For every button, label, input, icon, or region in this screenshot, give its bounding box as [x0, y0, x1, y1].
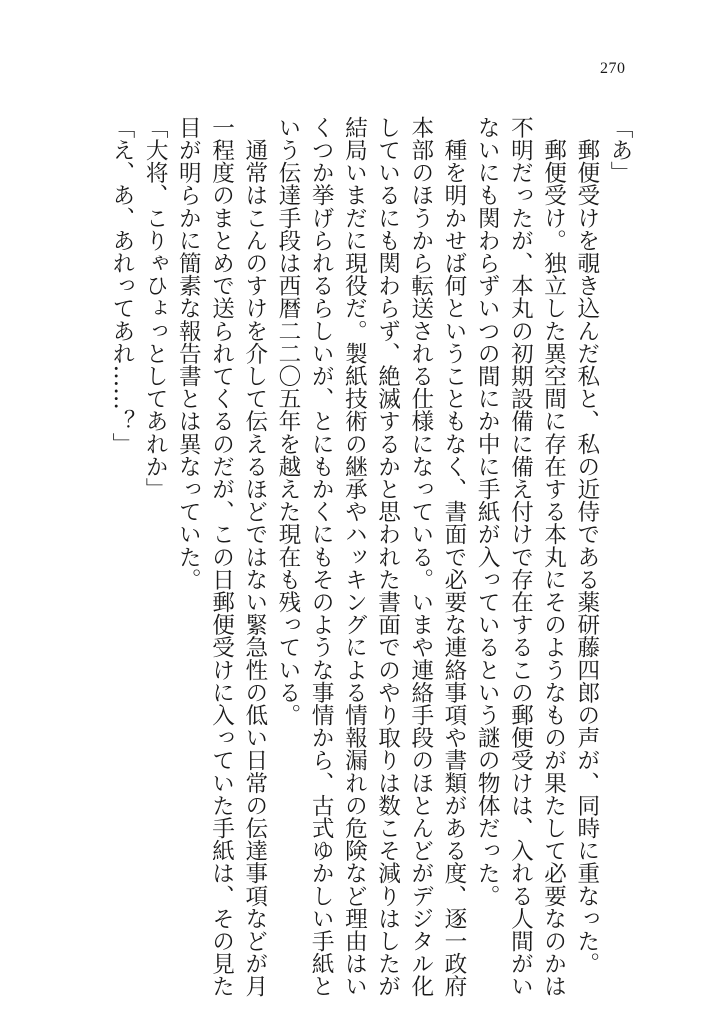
text-line: くつか挙げられるらしいが、とにもかくにもそのような事情から、古式ゆかしい手紙と — [308, 116, 335, 998]
text-line: 郵便受けを覗き込んだ私と、私の近侍である薬研藤四郎の声が、同時に重なった。 — [573, 116, 600, 975]
text-line: 郵便受け。独立した異空間に存在する本丸にそのようなものが果たして必要なのかは — [540, 116, 567, 998]
text-line: 目が明らかに簡素な報告書とは異なっていた。 — [175, 116, 202, 591]
text-line: 「大将、こりゃひょっとしてあれか」 — [142, 116, 169, 501]
text-line: 種を明かせば何ということもなく、書面で必要な連絡事項や書類がある度、逐一政府 — [440, 116, 467, 998]
text-line: 不明だったが、本丸の初期設備に備え付けで存在するこの郵便受けは、入れる人間がい — [507, 116, 534, 998]
text-line: 「え、あ、あれってあれ……？」 — [108, 116, 135, 455]
text-line: 一程度のまとめで送られてくるのだが、この日郵便受けに入っていた手紙は、その見た — [208, 116, 235, 998]
text-line: 本部のほうから転送される仕様になっている。いまや連絡手段のほとんどがデジタル化 — [407, 116, 434, 998]
text-line: しているにも関わらず、絶滅するかと思われた書面でのやり取りは数こそ減りはしたが — [374, 116, 401, 998]
vertical-body-text — [105, 116, 636, 998]
text-line: 通常はこんのすけを介して伝えるほどではない緊急性の低い日常の伝達事項などが月 — [241, 116, 268, 998]
page-number: 270 — [600, 60, 626, 77]
text-line: 「あ」 — [607, 116, 633, 184]
text-line: 結局いまだに現役だ。製紙技術の継承やハッキングによる情報漏れの危険など理由はい — [341, 116, 368, 998]
text-line: ないにも関わらずいつの間にか中に手紙が入っているという謎の物体だった。 — [474, 116, 501, 907]
text-line: いう伝達手段は西暦二二〇五年を越えた現在も残っている。 — [274, 116, 301, 727]
